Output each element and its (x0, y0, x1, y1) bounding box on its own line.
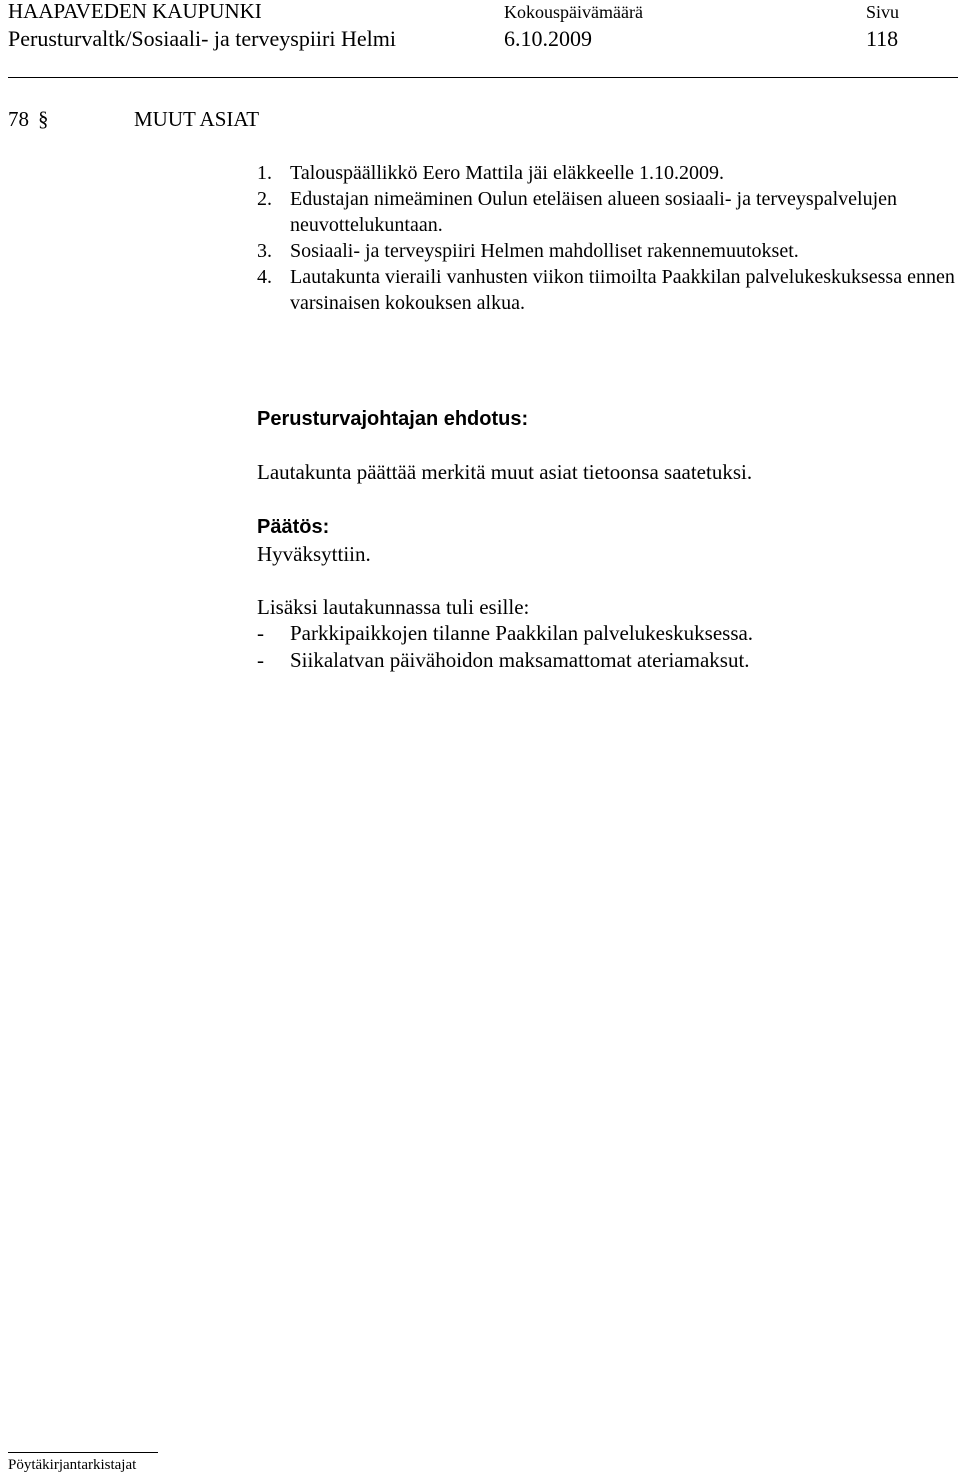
item-text: Sosiaali- ja terveyspiiri Helmen mahdolliset rakennemuutokset. (290, 240, 799, 262)
list-item (257, 160, 957, 186)
item-number: 4. (257, 266, 272, 288)
organization-name: HAAPAVEDEN KAUPUNKI (8, 0, 262, 23)
page-label: Sivu (866, 2, 900, 22)
decision-heading: Päätös: (257, 516, 330, 538)
bullet-text: Parkkipaikkojen tilanne Paakkilan palvelukeskuksessa. (290, 621, 754, 645)
list-item (257, 238, 957, 264)
item-number: 3. (257, 240, 272, 262)
agenda-items-list (257, 160, 957, 316)
item-number: 1. (257, 162, 272, 184)
section-title: MUUT ASIAT (134, 107, 260, 131)
date-label: Kokouspäivämäärä (504, 2, 643, 22)
item-number: 2. (257, 188, 272, 210)
bullet-dash: - (257, 648, 264, 672)
list-item (257, 264, 957, 316)
list-item (257, 648, 750, 673)
header-divider (8, 77, 958, 78)
additional-intro: Lisäksi lautakunnassa tuli esille: (257, 595, 530, 619)
bullet-text: Siikalatvan päivähoidon maksamattomat ateriamaksut. (290, 648, 750, 672)
footer-label: Pöytäkirjantarkistajat (8, 1457, 137, 1473)
footer-signature-line (8, 1452, 158, 1453)
decision-text: Hyväksyttiin. (257, 542, 371, 566)
proposal-heading: Perusturvajohtajan ehdotus: (257, 408, 529, 430)
item-text: Talouspäällikkö Eero Mattila jäi eläkkeelle 1.10.2009. (290, 162, 725, 184)
page-number: 118 (866, 26, 899, 51)
section-number: 78 (8, 107, 29, 131)
item-text: Lautakunta vieraili vanhusten viikon tiimoilta Paakkilan palvelukeskuksessa ennen varsinaisen kokouksen alkua. (290, 266, 955, 314)
list-item (257, 186, 957, 238)
item-text: Edustajan nimeäminen Oulun eteläisen alueen sosiaali- ja terveyspalvelujen neuvottelukuntaan. (290, 188, 898, 236)
section-symbol: § (38, 107, 49, 131)
proposal-text: Lautakunta päättää merkitä muut asiat tietoonsa saatetuksi. (257, 460, 753, 484)
bullet-dash: - (257, 621, 264, 645)
list-item (257, 621, 753, 646)
committee-name: Perusturvaltk/Sosiaali- ja terveyspiiri Helmi (8, 26, 396, 51)
meeting-date: 6.10.2009 (504, 26, 592, 51)
